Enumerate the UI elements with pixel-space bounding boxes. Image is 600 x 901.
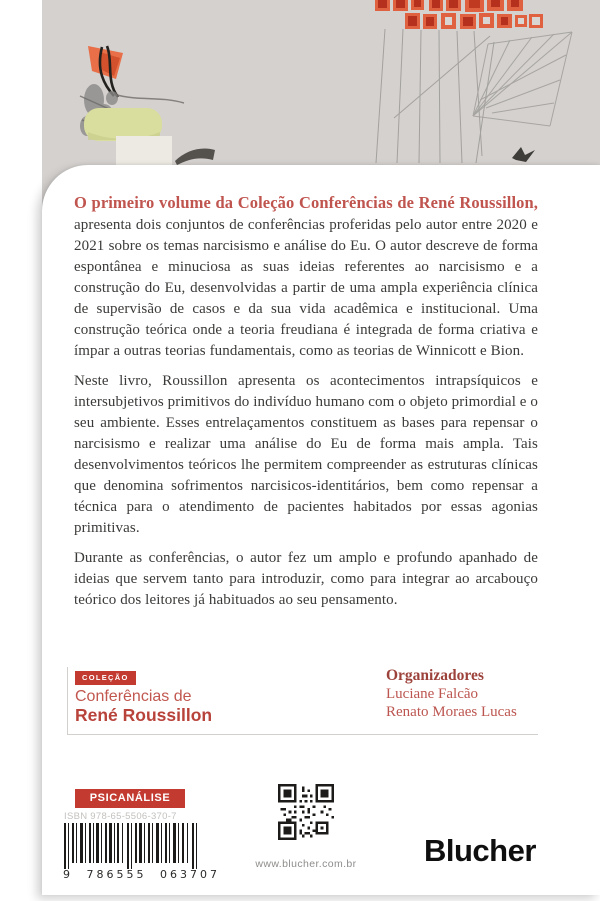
beige-block <box>116 136 172 166</box>
footer-row <box>62 789 538 901</box>
synopsis-paragraph-2: Neste livro, Roussillon apresenta os acontecimentos intrapsíquicos e intersubjetivos primitivos do indivíduo humano com o objeto primordial e o seu ambiente. Esses entrelaçamentos constituem as bases para repensar o narcisismo e realizar uma análise do Eu de forma mais ampla. Tais desenvolvimentos teóricos lhe permitem compreender as estruturas clínicas que denomina sofrimentos narcisicos-identitários, bem como repensar a técnica para o atendimento de pacientes habitados por essas agonias primitivas. <box>74 373 539 536</box>
series-title-line2: René Roussillon <box>75 704 213 725</box>
synopsis <box>74 192 538 611</box>
synopsis-paragraph-3: Durante as conferências, o autor fez um amplo e profundo apanhado de ideias que servem tanto para introduzir, como para integrar ao arcabouço teórico dos leitores já habituados ao seu pensamento. <box>74 550 538 608</box>
category-badge: PSICANÁLISE <box>75 789 185 808</box>
barcode-block <box>62 789 222 881</box>
organizer-name: Renato Moraes Lucas <box>386 704 517 720</box>
organizers-block <box>386 667 538 721</box>
qr-block <box>246 784 366 870</box>
isbn-label: ISBN 978-65-5506-370-7 <box>64 810 177 822</box>
collection-block <box>75 667 212 725</box>
barcode-digits: 9 786555 063707 <box>63 867 220 881</box>
publisher-logo: Blucher <box>424 832 536 868</box>
website-url: www.blucher.com.br <box>255 857 357 870</box>
isbn-barcode <box>62 823 202 869</box>
synopsis-lead: O primeiro volume da Coleção Conferências de René Roussillon, <box>74 193 538 212</box>
synopsis-paragraph-1-rest: apresenta dois conjuntos de conferências proferidas pelo autor entre 2020 e 2021 sobre os temas narcisismo e análise do Eu. O autor descreve de forma espontânea e minuciosa as suas ideias referentes ao narcisismo e a construção do Eu, desenvolvidas a partir de uma ampla experiência clínica de supervisão de casos e da sua vida acadêmica e institucional. Uma construção teórica onde a teoria freudiana é integrada de forma criativa e ímpar a outras teorias fundamentais, como as teorias de Winnicott e Bion. <box>74 217 538 359</box>
collection-organizers-row <box>67 667 538 735</box>
organizer-name: Luciane Falcão <box>386 686 479 702</box>
collection-badge: COLEÇÃO <box>75 671 136 685</box>
organizers-title: Organizadores <box>386 667 484 684</box>
back-cover-card <box>42 165 600 895</box>
synopsis-paragraph-1 <box>74 192 538 362</box>
qr-code <box>278 784 334 840</box>
series-title-line1: Conferências de <box>75 687 192 705</box>
